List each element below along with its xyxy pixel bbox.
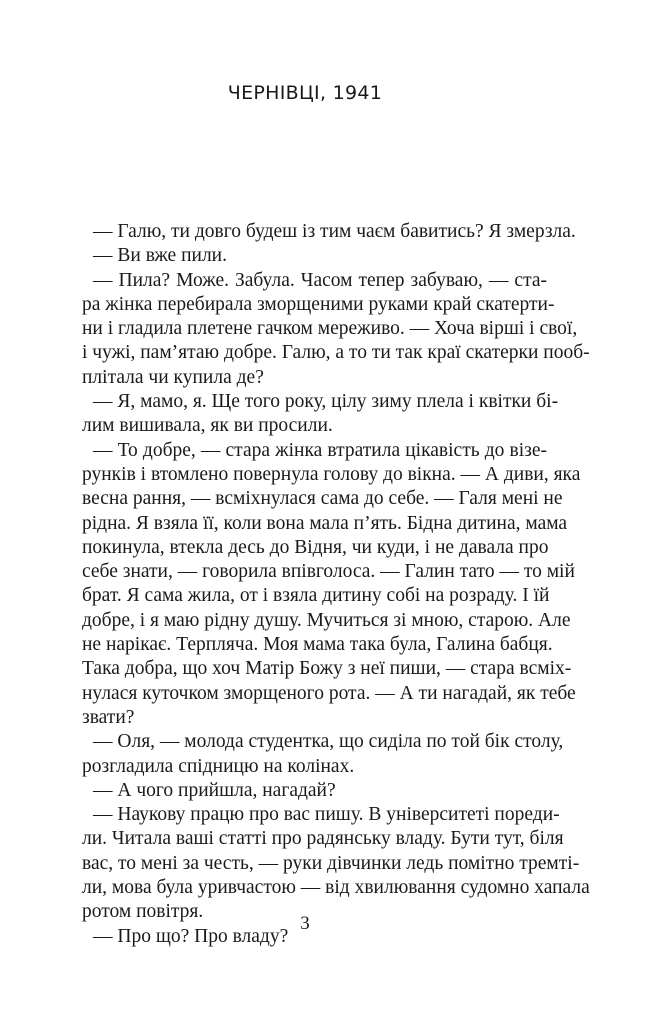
text-line: — Я, мамо, я. Ще того року, цілу зиму плела і квітки бі- [93, 391, 559, 413]
text-line: звати? [82, 706, 135, 728]
text-line: ни і гладила плетене гачком мереживо. — Хоча вірші і свої, [82, 318, 578, 340]
text-line: ли, мова була уривчастою — від хвилювання судомно хапала [82, 877, 590, 899]
text-line: Така добра, що хоч Матір Божу з неї пиши, — стара всміх- [82, 658, 572, 680]
text-line: вас, то мені за честь, — руки дівчинки ледь помітно тремті- [82, 852, 580, 874]
text-line: — Галю, ти довго будеш із тим чаєм бавитись? Я змерзла. [93, 221, 576, 242]
text-line: — То добре, — стара жінка втратила цікавість до візе- [93, 439, 547, 461]
text-line: рідна. Я взяла її, коли вона мала п’ять. Бідна дитина, мама [82, 512, 568, 534]
text-line: плітала чи купила де? [82, 366, 264, 388]
text-line: брат. Я сама жила, от і взяла дитину собі на розраду. І їй [82, 585, 550, 607]
text-line: ли. Читала ваші статті про радянську владу. Бути тут, біля [82, 828, 564, 850]
text-line: — Про що? Про владу? [93, 925, 289, 947]
text-line: не нарікає. Терпляча. Моя мама така була, Галина бабця. [82, 634, 553, 656]
text-line: — Пила? Може. Забула. Часом тепер забуваю, — ста- [93, 269, 547, 291]
text-line: добре, і я маю рідну душу. Мучиться зі мною, старою. Але [82, 609, 571, 631]
text-line: — Наукову працю про вас пишу. В університеті пореди- [93, 804, 560, 826]
text-line: себе знати, — говорила впівголоса. — Галин тато — то мій [82, 561, 575, 583]
text-line: нулася куточком зморщеного рота. — А ти нагадай, як тебе [82, 682, 576, 704]
text-line: лим вишивала, як ви просили. [82, 415, 333, 437]
text-line: ра жінка перебирала зморщеними руками край скатерти- [82, 293, 555, 315]
chapter-title: ЧЕРНІВЦІ, 1941 [227, 82, 383, 104]
text-line: — Оля, — молода студентка, що сиділа по той бік столу, [93, 731, 564, 753]
text-line: розгладила спідницю на колінах. [82, 755, 355, 777]
text-line: ротом повітря. [82, 901, 204, 923]
body-text [82, 220, 590, 949]
text-line: рунків і втомлено повернула голову до вікна. — А диви, яка [82, 463, 581, 485]
text-line: — А чого прийшла, нагадай? [93, 779, 336, 801]
text-line: і чужі, пам’ятаю добре. Галю, а то ти так краї скатерки пооб- [82, 342, 590, 364]
page-number: 3 [300, 913, 310, 934]
text-line: — Ви вже пили. [93, 245, 227, 267]
text-line: покинула, втекла десь до Відня, чи куди, і не давала про [82, 536, 549, 558]
text-line: весна рання, — всміхнулася сама до себе. — Галя мені не [82, 488, 563, 510]
